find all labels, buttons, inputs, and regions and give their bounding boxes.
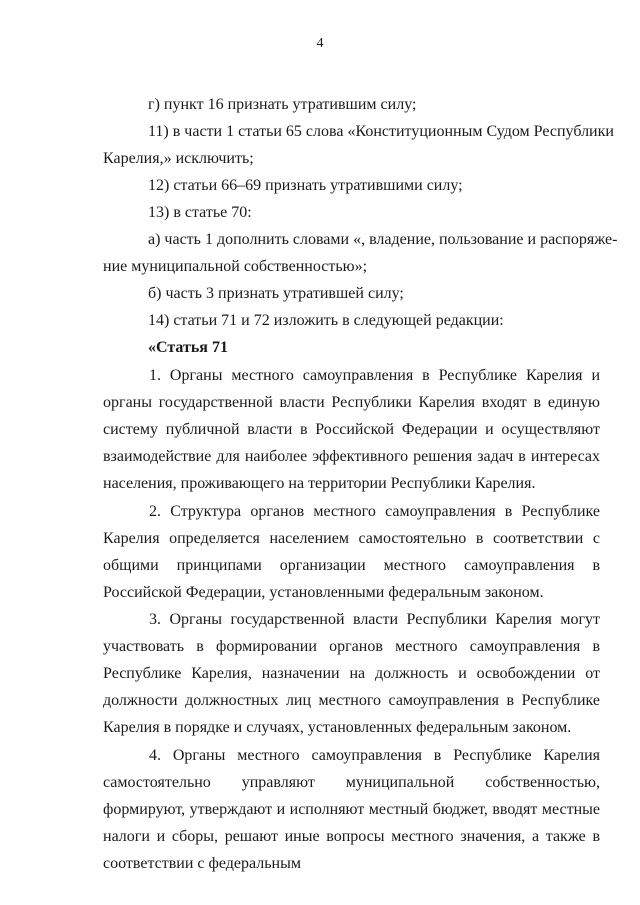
subitem-a-line2: ние муниципальной собственностью»; — [103, 258, 368, 275]
item-12: 12) статьи 66–69 признать утратившими силу; — [148, 177, 463, 194]
article-paragraph-3: 3. Органы государственной власти Республики Карелия могут участвовать в формировании органов местного самоуправления в Республике Карелия, назначении на должность и освобождении от должности должностных лиц местного самоуправления в Республике Карелия в порядке и случаях, установленных федеральным законом. — [103, 611, 600, 736]
article-paragraph-2: 2. Структура органов местного самоуправления в Республике Карелия определяется населением самостоятельно в соответствии с общими принципами организации местного самоуправления в Российской Федерации, установленными федеральным законом. — [103, 503, 600, 601]
item-11-line2: Карелия,» исключить; — [103, 150, 254, 167]
article-paragraph-4: 4. Органы местного самоуправления в Республике Карелия самостоятельно управляют муниципальной собственностью, формируют, утверждают и исполняют местный бюджет, вводят местные налоги и сборы, решают иные вопросы местного значения, а также в соответствии с федеральным — [103, 747, 600, 872]
item-11-line1: 11) в части 1 статьи 65 слова «Конституционным Судом Республики — [148, 123, 614, 140]
article-paragraph-1: 1. Органы местного самоуправления в Республике Карелия и органы государственной власти Республики Карелия входят в единую систему публичной власти в Российской Федерации и осуществляют взаимодействие для наиболее эффективного решения задач в интересах населения, проживающего на территории Республики Карелия. — [103, 367, 600, 492]
page-number: 4 — [316, 36, 324, 51]
item-14: 14) статьи 71 и 72 изложить в следующей редакции: — [148, 312, 504, 329]
article-71-heading: «Статья 71 — [148, 339, 228, 356]
item-13: 13) в статье 70: — [148, 204, 252, 221]
subitem-b: б) часть 3 признать утратившей силу; — [148, 285, 404, 302]
subitem-a-line1: а) часть 1 дополнить словами «, владение, пользование и распоряже- — [148, 231, 618, 248]
item-g: г) пункт 16 признать утратившим силу; — [148, 96, 417, 113]
